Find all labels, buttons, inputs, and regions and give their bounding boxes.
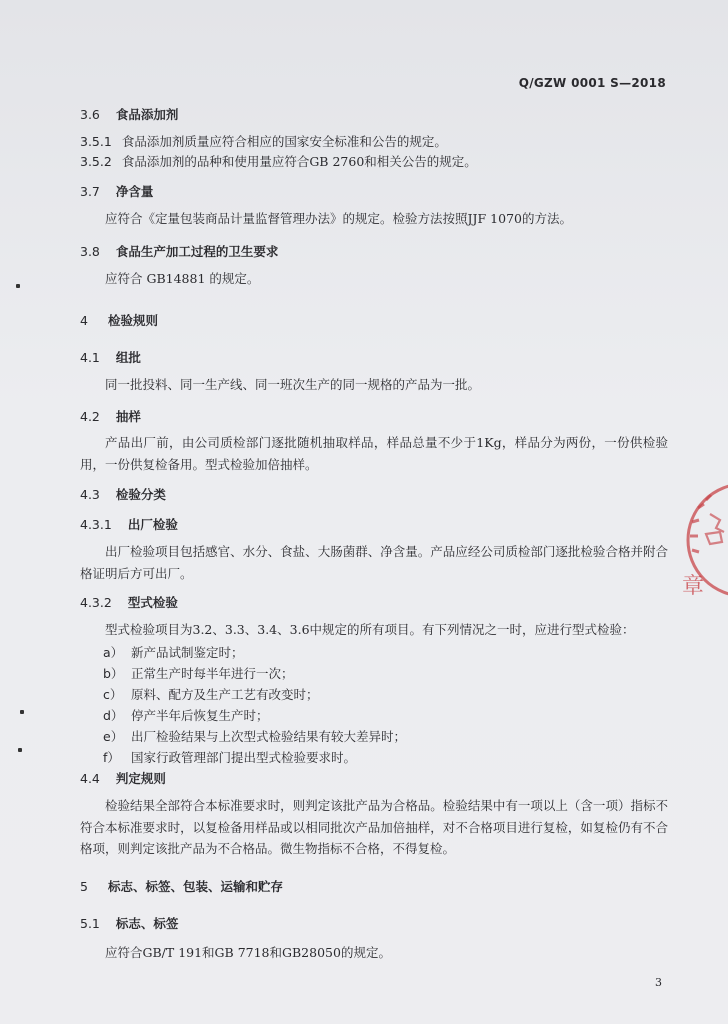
section-number: 5: [80, 879, 88, 894]
section-title: 组批: [115, 350, 141, 365]
section-title: 判定规则: [115, 771, 166, 786]
scan-speck: [20, 710, 24, 714]
list-item: [103, 685, 319, 703]
section-title: 标志、标签、包装、运输和贮存: [107, 879, 283, 894]
section-title: 型式检验: [127, 595, 178, 610]
list-item: [103, 727, 406, 745]
section-title: 净含量: [115, 184, 154, 199]
list-item: [103, 643, 244, 661]
section-title: 标志、标签: [115, 916, 179, 931]
list-text: 出厂检验结果与上次型式检验结果有较大差异时；: [131, 729, 407, 744]
paragraph-5-1: 应符合GB/T 191和GB 7718和GB28050的规定。: [105, 945, 391, 960]
heading-4-3-2: [80, 593, 178, 611]
scan-speck: [16, 284, 20, 288]
section-number: 3.7: [80, 184, 100, 199]
heading-4-1: [80, 348, 141, 366]
heading-5: [80, 877, 283, 895]
clause-number: 3.5.1: [80, 134, 112, 149]
list-marker: c）: [103, 687, 123, 702]
list-text: 正常生产时每半年进行一次；: [131, 666, 294, 681]
section-title: 抽样: [115, 409, 141, 424]
list-text: 停产半年后恢复生产时；: [131, 708, 269, 723]
heading-4: [80, 311, 158, 329]
seal-character: 章: [682, 574, 705, 599]
list-item: [103, 748, 356, 766]
clause-text: 食品添加剂的品种和使用量应符合GB 2760和相关公告的规定。: [121, 154, 477, 169]
section-number: 4.1: [80, 350, 100, 365]
list-marker: b）: [103, 666, 124, 681]
scan-speck: [18, 748, 22, 752]
list-marker: f）: [103, 750, 120, 765]
standard-code: Q/GZW 0001 S—2018: [518, 76, 666, 90]
heading-5-1: [80, 914, 178, 932]
paragraph-4-1: 同一批投料、同一生产线、同一班次生产的同一规格的产品为一批。: [105, 377, 481, 392]
list-text: 原料、配方及生产工艺有改变时；: [131, 687, 319, 702]
section-number: 4.3: [80, 487, 100, 502]
paragraph-3-8: 应符合 GB14881 的规定。: [105, 271, 260, 286]
paragraph-4-3-1: 出厂检验项目包括感官、水分、食盐、大肠菌群、净含量。产品应经公司质检部门逐批检验合格并附合格证明后方可出厂。: [80, 544, 668, 581]
section-title: 检验分类: [115, 487, 166, 502]
clause-text: 食品添加剂质量应符合相应的国家安全标准和公告的规定。: [121, 134, 447, 149]
list-text: 国家行政管理部门提出型式检验要求时。: [131, 750, 357, 765]
list-item: [103, 706, 269, 724]
heading-3-7: [80, 182, 153, 200]
paragraph-4-2: 产品出厂前，由公司质检部门逐批随机抽取样品，样品总量不少于1Kg，样品分为两份，一份供检验用，一份供复检备用。型式检验加倍抽样。: [80, 435, 668, 472]
list-item: [103, 664, 294, 682]
clause-3-5-2: [80, 151, 668, 172]
section-number: 3.8: [80, 244, 100, 259]
heading-4-2: [80, 407, 141, 425]
heading-4-3-1: [80, 515, 178, 533]
list-marker: e）: [103, 729, 124, 744]
section-number: 4.3.1: [80, 517, 112, 532]
list-marker: a）: [103, 645, 124, 660]
heading-4-3: [80, 485, 166, 503]
section-number: 4.4: [80, 771, 100, 786]
section-title: 检验规则: [107, 313, 158, 328]
company-seal-stamp: [676, 478, 728, 608]
paragraph-4-3-2: 型式检验项目为3.2、3.3、3.4、3.6中规定的所有项目。有下列情况之一时，应进行型式检验：: [105, 622, 635, 637]
paragraph-3-7: 应符合《定量包装商品计量监督管理办法》的规定。检验方法按照JJF 1070的方法。: [105, 211, 572, 226]
paragraph-4-4: 检验结果全部符合本标准要求时，则判定该批产品为合格品。检验结果中有一项以上（含一项）指标不符合本标准要求时，以复检备用样品或以相同批次产品加倍抽样，对不合格项目进行复检，如复检仍有不合格项，则判定该批产品为不合格品。微生物指标不合格，不得复检。: [80, 798, 668, 856]
list-text: 新产品试制鉴定时；: [131, 645, 244, 660]
clause-3-5-1: [80, 131, 668, 152]
list-marker: d）: [103, 708, 124, 723]
heading-3-6: [80, 105, 178, 123]
section-number: 4.2: [80, 409, 100, 424]
section-title: 食品生产加工过程的卫生要求: [115, 244, 279, 259]
section-number: 4: [80, 313, 88, 328]
section-title: 出厂检验: [127, 517, 178, 532]
section-number: 4.3.2: [80, 595, 112, 610]
section-title: 食品添加剂: [115, 107, 179, 122]
section-number: 3.6: [80, 107, 100, 122]
clause-number: 3.5.2: [80, 154, 112, 169]
section-number: 5.1: [80, 916, 100, 931]
heading-3-8: [80, 242, 278, 260]
page-number: 3: [655, 976, 662, 989]
heading-4-4: [80, 769, 166, 787]
